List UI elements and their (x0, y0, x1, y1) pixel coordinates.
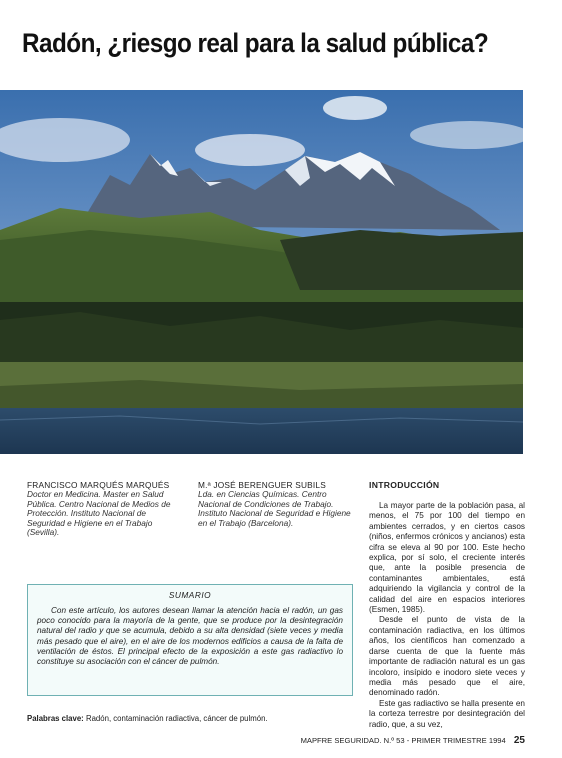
page-footer (300, 735, 525, 746)
summary-box (27, 584, 353, 696)
article-title: Radón, ¿riesgo real para la salud pública? (22, 28, 489, 58)
summary-heading: SUMARIO (168, 590, 212, 600)
keywords-line (27, 714, 268, 723)
mountain-landscape-photo (0, 90, 523, 454)
keywords-text: Radón, contaminación radiactiva, cáncer de pulmón. (85, 714, 268, 723)
introduction-paragraph: Este gas radiactivo se halla presente en la corteza terrestre por desintegración del radio, que, a su vez, (369, 698, 525, 729)
introduction-paragraph: Desde el punto de vista de la contaminación radiactiva, en los últimos años, los científicos han comenzado a darse cuenta de que la fuente más importante de radiación natural es un gas incoloro, insípido e inodoro siete veces y media más pesado que el aire, denominado radón. (369, 615, 525, 698)
page-number: 25 (513, 735, 525, 746)
introduction-column (369, 480, 525, 730)
author-name: M.ª JOSÉ BERENGUER SUBILS (198, 480, 326, 490)
summary-text: Con este artículo, los autores desean llamar la atención hacia el radón, un gas poco conocido para la mayoría de la gente, que se produce por la desintegración natural del radio y que se acumula, debido a su alta densidad (siete veces y media más pesado que el aire), en el aire de los modernos edificios a causa de la falta de ventilación de éstos. El principal efecto de la exposición a este gas radiactivo lo constituye su asociación con el cáncer de pulmón. (37, 606, 343, 667)
author-affiliation: Doctor en Medicina. Master en Salud Pública. Centro Nacional de Medios de Protección. Instituto Nacional de Seguridad e Higiene en el Trabajo (Sevilla). (27, 489, 171, 538)
author-maria-jose (198, 481, 358, 528)
keywords-label: Palabras clave: (27, 714, 84, 723)
journal-info: MAPFRE SEGURIDAD. N.º 53 - PRIMER TRIMESTRE 1994 (300, 736, 506, 745)
author-name: FRANCISCO MARQUÉS MARQUÉS (27, 480, 170, 490)
author-francisco (27, 481, 182, 537)
author-affiliation: Lda. en Ciencias Químicas. Centro Nacional de Condiciones de Trabajo. Instituto Nacional de Seguridad e Higiene en el Trabajo (Barcelona). (198, 489, 351, 528)
introduction-heading: INTRODUCCIÓN (369, 480, 440, 490)
introduction-paragraph: La mayor parte de la población pasa, al menos, el 75 por 100 del tiempo en ambientes cerrados, y en ciertos casos (niños, enfermos crónicos y ancianos) esta cifra se eleva al 90 por 100. Este hecho explica, por sí solo, el creciente interés que, ante la posible presencia de contaminantes ambientales, está adquiriendo la vigilancia y control de la calidad del aire en espacios interiores (Esmen, 1985). (369, 501, 525, 615)
